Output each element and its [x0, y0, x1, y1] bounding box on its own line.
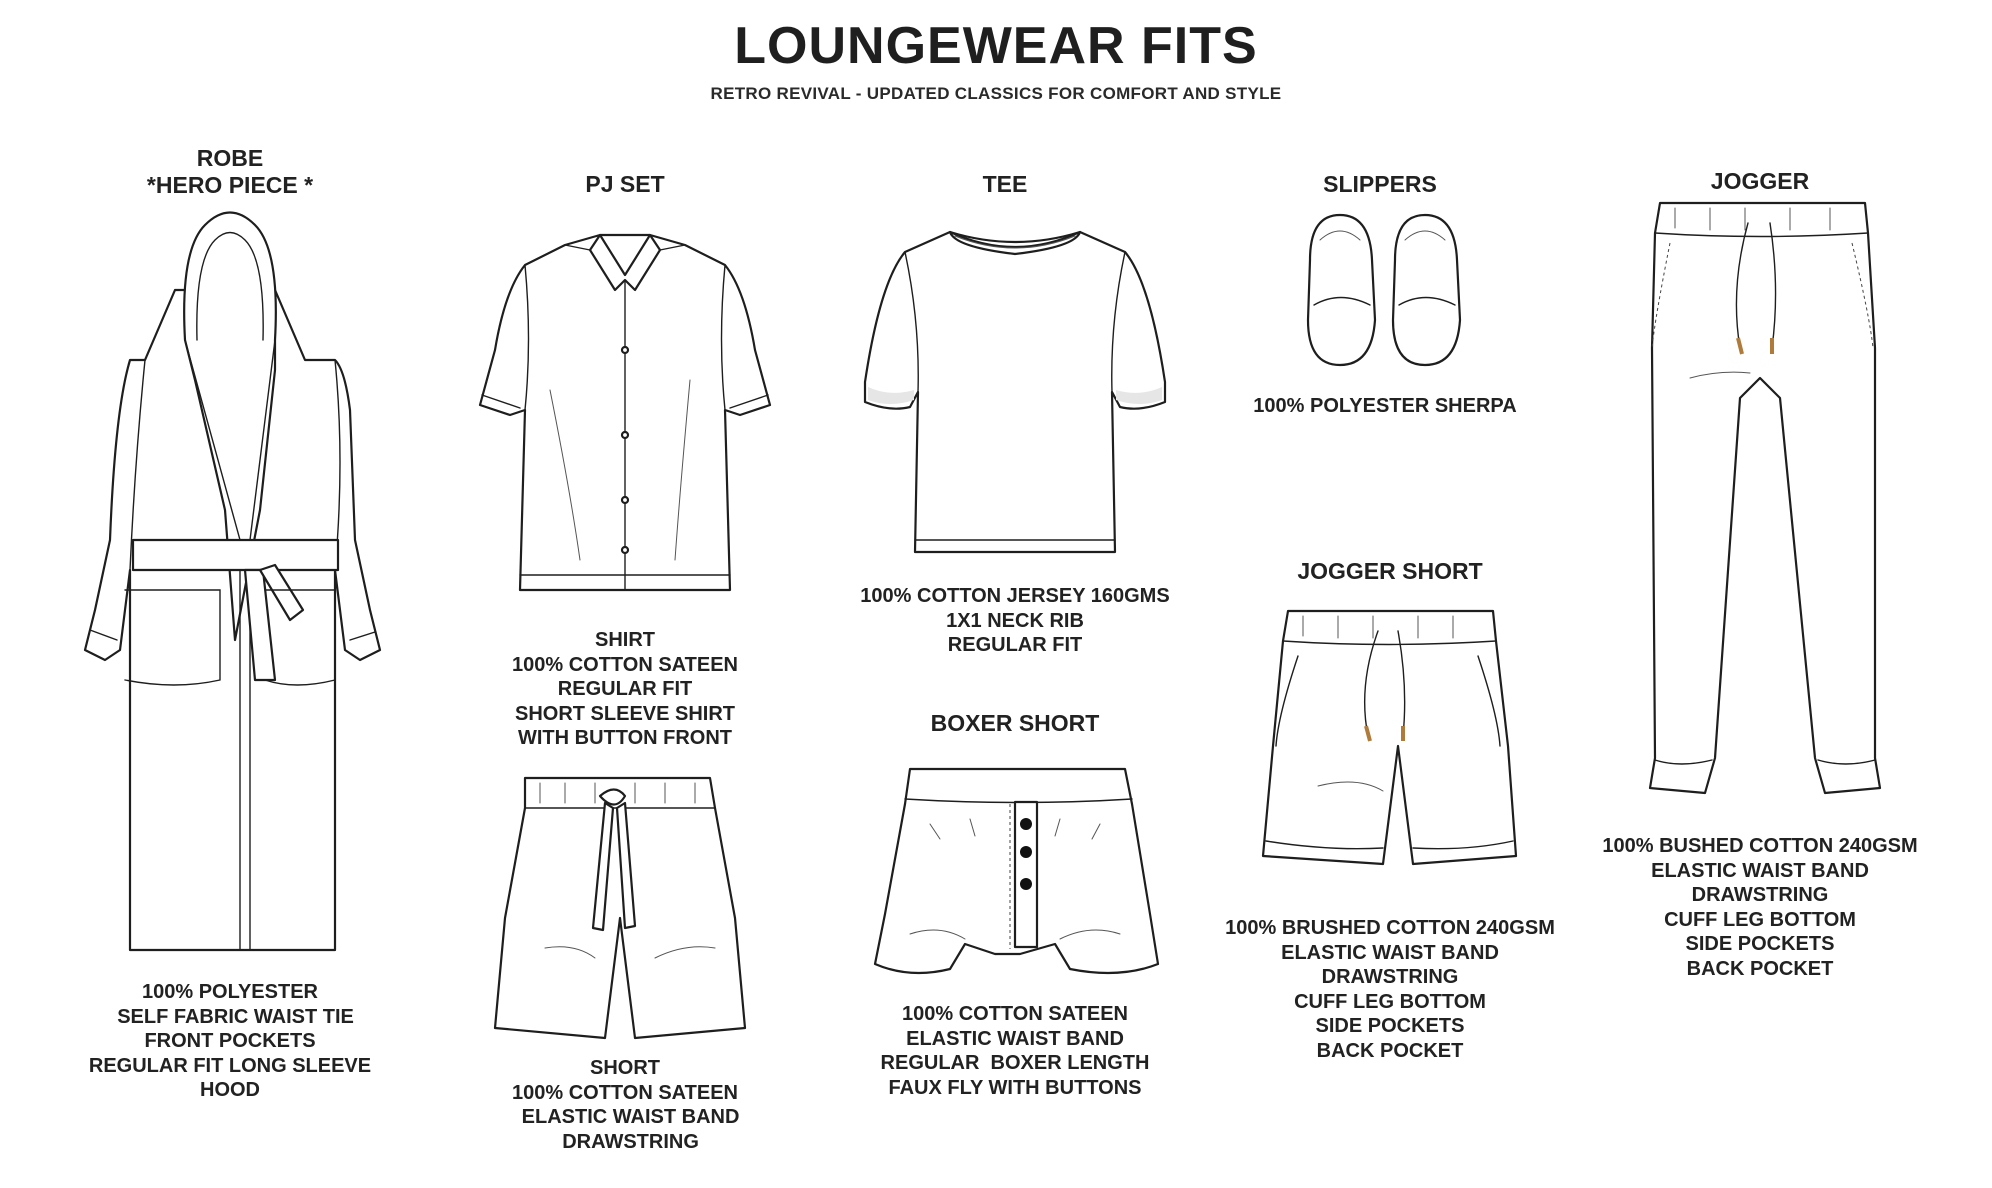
- jogger-short-spec-line: SIDE POCKETS: [1315, 1015, 1465, 1038]
- slippers-heading: SLIPPERS: [1323, 171, 1437, 197]
- jogger-short-spec-line: BACK POCKET: [1316, 1039, 1464, 1062]
- tee-spec-line: REGULAR FIT: [947, 634, 1083, 657]
- jogger-heading: JOGGER: [1710, 168, 1810, 194]
- pj-short-spec-line: ELASTIC WAIST BAND: [510, 1106, 740, 1129]
- robe-heading-line: ROBE: [196, 145, 264, 171]
- robe-specs: [60, 980, 400, 1103]
- boxer-short-spec-line: REGULAR BOXER LENGTH: [880, 1052, 1150, 1075]
- tee-spec-line: 1X1 NECK RIB: [946, 609, 1084, 632]
- robe-heading-line: *HERO PIECE *: [146, 172, 314, 198]
- tee-spec-line: 100% COTTON JERSEY 160GMS: [860, 585, 1170, 607]
- robe-spec-line: SELF FABRIC WAIST TIE: [106, 1005, 354, 1028]
- boxer-short-heading: BOXER SHORT: [930, 710, 1100, 736]
- robe-spec-line: REGULAR FIT LONG SLEEVE: [88, 1054, 372, 1077]
- pj-set-heading: PJ SET: [585, 171, 665, 197]
- jogger-short-spec-line: ELASTIC WAIST BAND: [1281, 941, 1499, 964]
- pj-shirt-specs: [460, 628, 790, 751]
- jogger-spec-line: BACK POCKET: [1686, 957, 1834, 980]
- pj-shirt-spec-line: 100% COTTON SATEEN: [512, 653, 738, 676]
- boxer-short-spec-line: ELASTIC WAIST BAND: [906, 1027, 1124, 1050]
- page-title: LOUNGEWEAR FITS: [734, 17, 1258, 75]
- pj-shirt-illustration: [460, 230, 790, 610]
- pj-short-spec-line: DRAWSTRING: [551, 1130, 699, 1153]
- jogger-illustration: [1630, 198, 1890, 798]
- robe-heading: [105, 145, 355, 199]
- pj-short-spec-line: 100% COTTON SATEEN: [512, 1081, 738, 1104]
- pj-short-specs: [460, 1056, 790, 1154]
- jogger-short-spec-line: CUFF LEG BOTTOM: [1294, 990, 1486, 1013]
- jogger-short-spec-line: 100% BRUSHED COTTON 240GSM: [1225, 917, 1555, 939]
- slippers-spec-line: 100% POLYESTER SHERPA: [1253, 395, 1517, 417]
- page-subtitle: RETRO REVIVAL - UPDATED CLASSICS FOR COMFORT AND STYLE: [710, 84, 1282, 103]
- robe-illustration: [45, 210, 425, 990]
- robe-spec-line: HOOD: [200, 1079, 260, 1102]
- jogger-spec-line: CUFF LEG BOTTOM: [1664, 908, 1856, 931]
- pj-shirt-spec-line: SHIRT: [595, 629, 655, 651]
- tee-illustration: [850, 222, 1180, 562]
- jogger-spec-line: DRAWSTRING: [1691, 884, 1829, 907]
- jogger-short-heading: JOGGER SHORT: [1297, 558, 1483, 584]
- robe-spec-line: 100% POLYESTER: [141, 981, 318, 1003]
- slippers-specs: [1230, 394, 1540, 419]
- boxer-short-specs: [840, 1002, 1190, 1100]
- pj-shirt-spec-line: SHORT SLEEVE SHIRT: [514, 702, 736, 725]
- pj-shirt-spec-line: REGULAR FIT: [557, 678, 693, 701]
- jogger-short-illustration: [1258, 606, 1518, 866]
- boxer-short-spec-line: 100% COTTON SATEEN: [902, 1003, 1128, 1025]
- jogger-spec-line: 100% BUSHED COTTON 240GSM: [1602, 835, 1918, 857]
- slippers-illustration: [1300, 210, 1470, 370]
- boxer-short-illustration: [870, 764, 1160, 994]
- jogger-specs: [1570, 834, 1950, 982]
- jogger-short-specs: [1200, 916, 1580, 1064]
- jogger-short-spec-line: DRAWSTRING: [1321, 966, 1459, 989]
- jogger-spec-line: ELASTIC WAIST BAND: [1651, 859, 1869, 882]
- tee-specs: [830, 584, 1200, 658]
- jogger-spec-line: SIDE POCKETS: [1685, 933, 1835, 956]
- boxer-short-spec-line: FAUX FLY WITH BUTTONS: [888, 1076, 1142, 1099]
- pj-short-spec-line: SHORT: [590, 1057, 660, 1079]
- robe-spec-line: FRONT POCKETS: [144, 1030, 316, 1053]
- pj-shirt-spec-line: WITH BUTTON FRONT: [517, 727, 733, 750]
- tee-heading: TEE: [982, 171, 1028, 197]
- pj-short-illustration: [485, 768, 755, 1048]
